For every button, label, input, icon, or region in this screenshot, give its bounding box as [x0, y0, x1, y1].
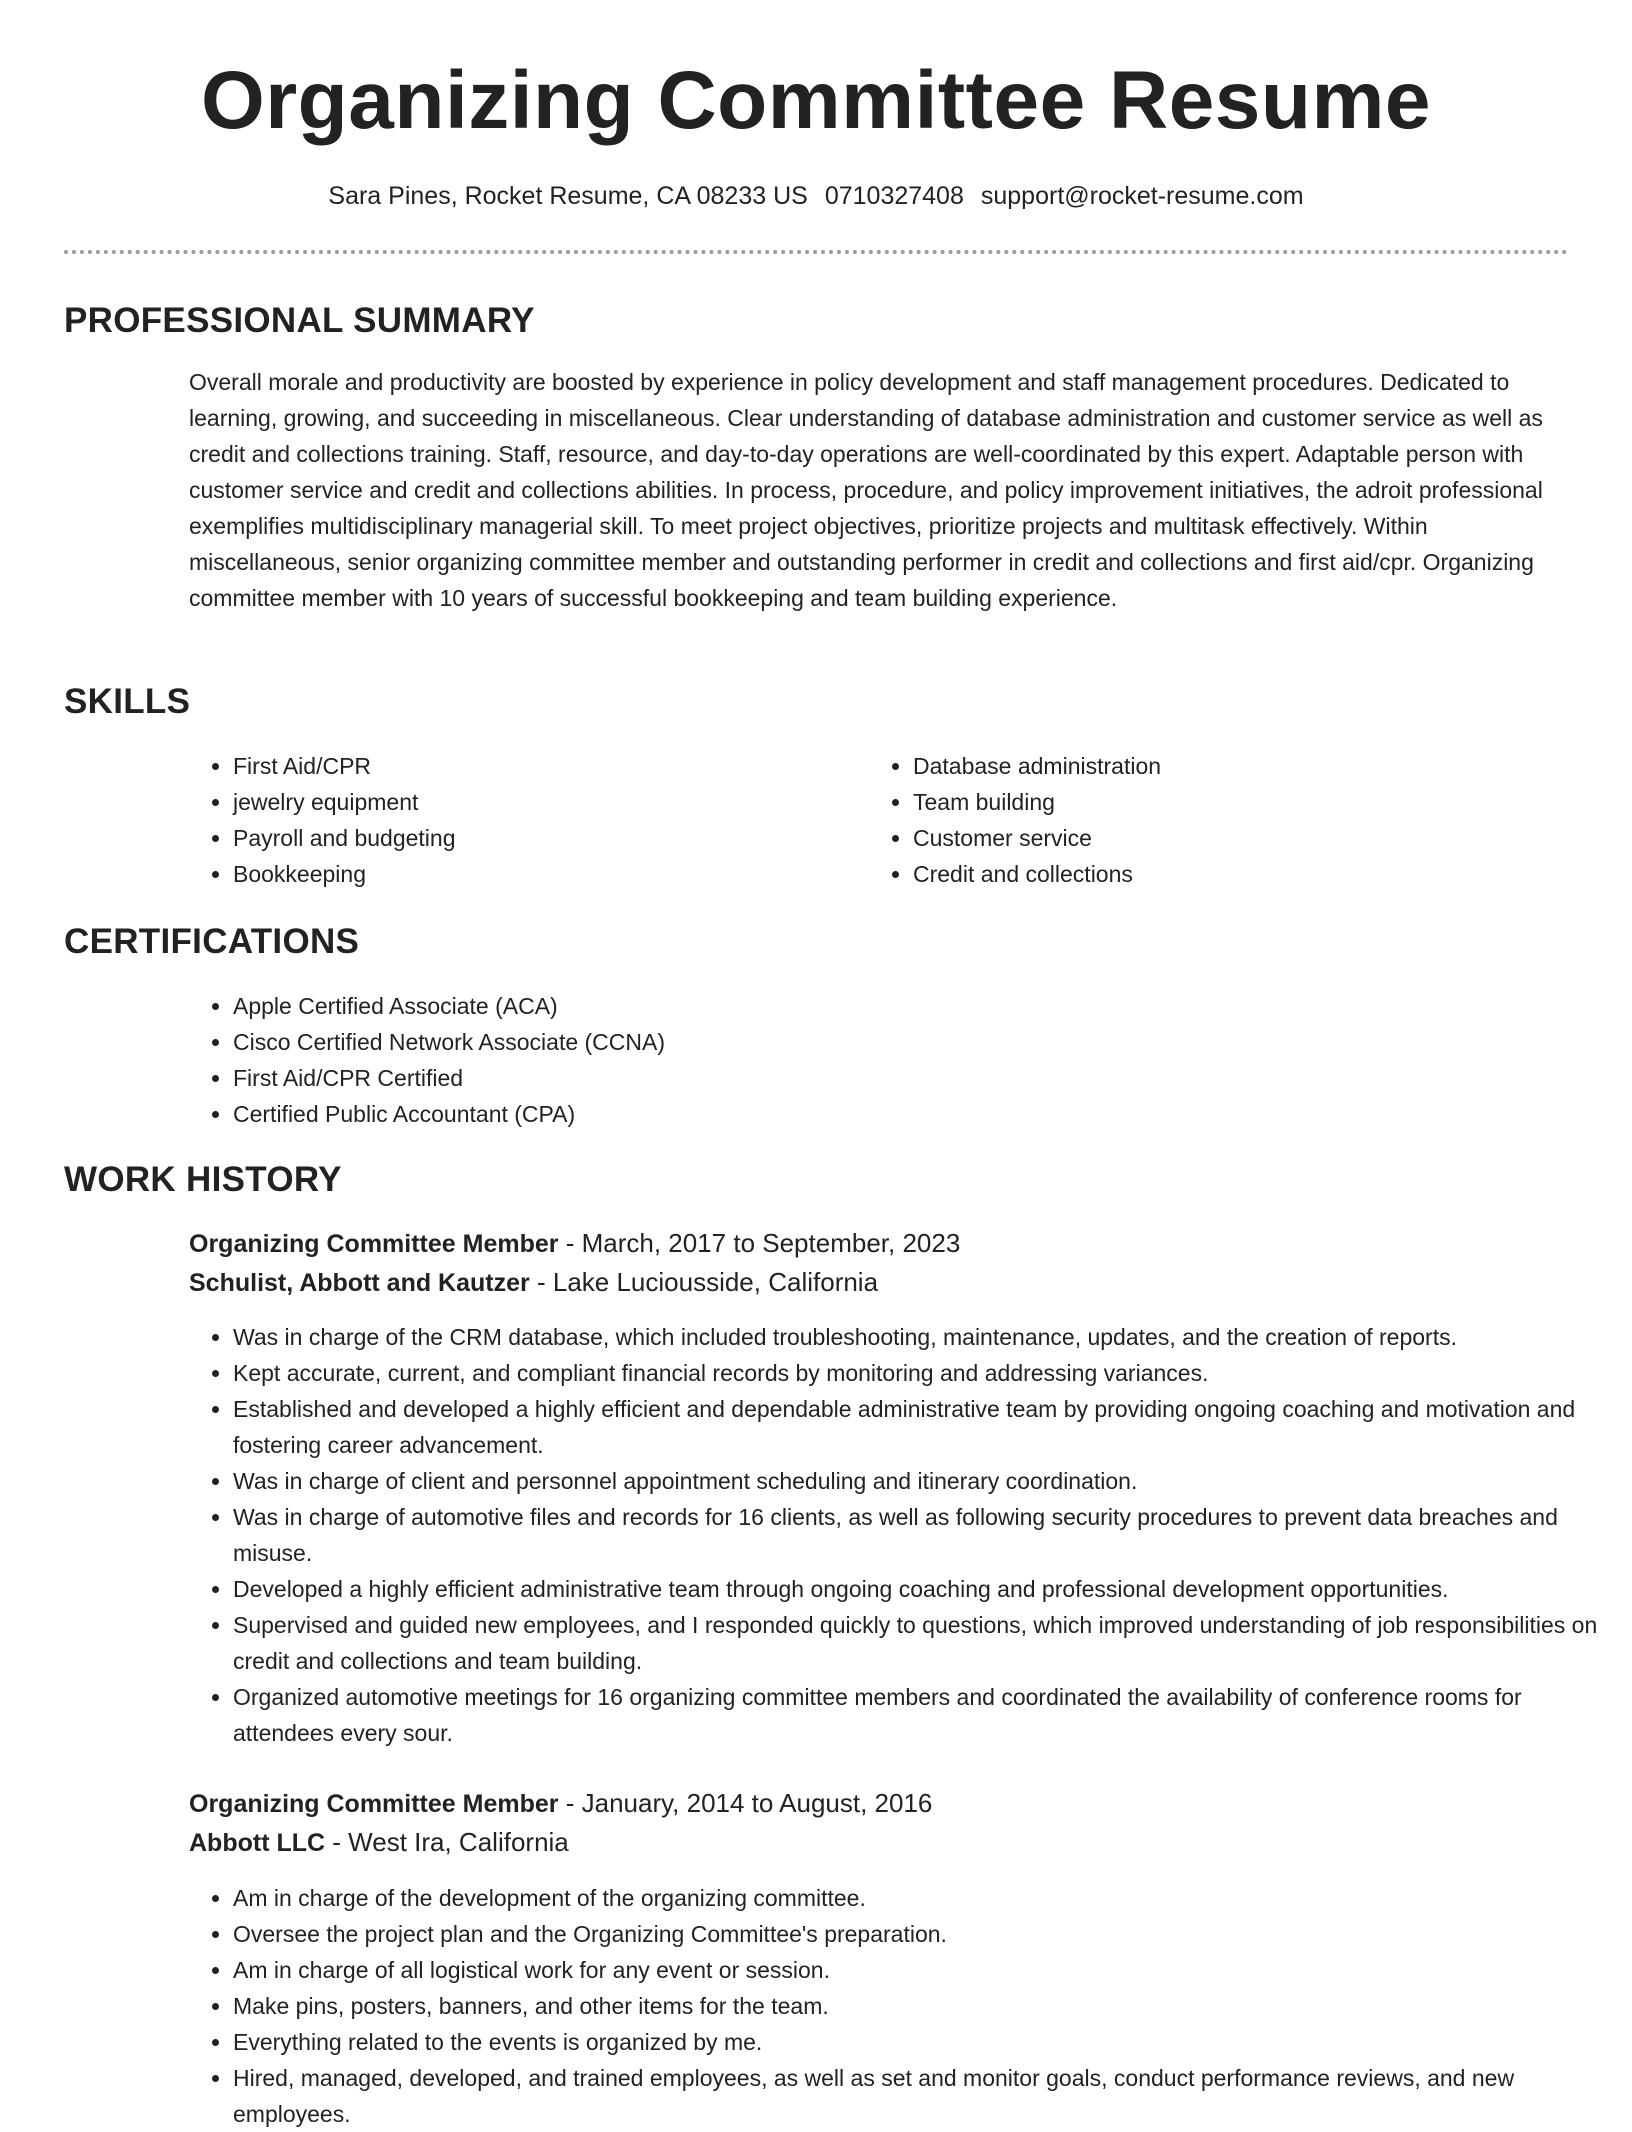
job-1-dates: - March, 2017 to September, 2023 [558, 1228, 961, 1258]
contact-address: Sara Pines, Rocket Resume, CA 08233 US [328, 182, 808, 210]
certification-item: • First Aid/CPR Certified [233, 1060, 1433, 1096]
resume-title: Organizing Committee Resume [200, 55, 1432, 146]
job-bullet: • Am in charge of the development of the organizing committee. [233, 1880, 1613, 1916]
job-bullet: • Supervised and guided new employees, and I responded quickly to questions, which improved understanding of job responsibilities on credit and collections and team building. [233, 1607, 1613, 1679]
certification-item: • Apple Certified Associate (ACA) [233, 988, 1433, 1024]
skill-item: • First Aid/CPR [233, 748, 853, 784]
skills-list-left [189, 748, 853, 892]
job-bullet: • Was in charge of client and personnel appointment scheduling and itinerary coordination. [233, 1463, 1613, 1499]
job-1-title-line [189, 1227, 1569, 1261]
job-bullet: • Established and developed a highly efficient and dependable administrative team by providing ongoing coaching and motivation and fostering career advancement. [233, 1391, 1613, 1463]
job-bullet: • Everything related to the events is organized by me. [233, 2024, 1613, 2060]
job-bullet: • Hired, managed, developed, and trained employees, as well as set and monitor goals, conduct performance reviews, and new employees. [233, 2060, 1613, 2132]
certifications-heading: CERTIFICATIONS [64, 922, 360, 961]
job-bullet: • Oversee the project plan and the Organizing Committee's preparation. [233, 1916, 1613, 1952]
summary-text: Overall morale and productivity are boosted by experience in policy development and staff management procedures. Dedicated to learning, growing, and succeeding in miscellaneous. Clear understanding of database administration and customer service as well as credit and collections training. Staff, resource, and day-to-day operations are well-coordinated by this expert. Adaptable person with customer service and credit and collections abilities. In process, procedure, and policy improvement initiatives, the adroit professional exemplifies multidisciplinary managerial skill. To meet project objectives, prioritize projects and multitask effectively. Within miscellaneous, senior organizing committee member and outstanding performer in credit and collections and first aid/cpr. Organizing committee member with 10 years of successful bookkeeping and team building experience. [189, 369, 1543, 611]
skill-item: • Credit and collections [913, 856, 1533, 892]
job-bullet: • Organized automotive meetings for 16 organizing committee members and coordinated the availability of conference rooms for attendees every sour. [233, 1679, 1613, 1751]
job-1-company: Schulist, Abbott and Kautzer [189, 1269, 530, 1297]
job-2-company-line [189, 1826, 1569, 1860]
certification-item: • Certified Public Accountant (CPA) [233, 1096, 1433, 1132]
skills-heading: SKILLS [64, 682, 191, 721]
job-bullet: • Was in charge of the CRM database, which included troubleshooting, maintenance, updates, and the creation of reports. [233, 1319, 1613, 1355]
skill-item: • Database administration [913, 748, 1533, 784]
certification-item: • Cisco Certified Network Associate (CCNA) [233, 1024, 1433, 1060]
contact-line [0, 180, 1632, 213]
certifications-list [189, 988, 1433, 1132]
job-1-title: Organizing Committee Member [189, 1230, 559, 1258]
job-1-bullets [189, 1319, 1613, 1751]
job-bullet: • Was in charge of automotive files and records for 16 clients, as well as following security procedures to prevent data breaches and misuse. [233, 1499, 1613, 1571]
skill-item: • Bookkeeping [233, 856, 853, 892]
job-2-bullets [189, 1880, 1613, 2132]
contact-email: support@rocket-resume.com [980, 182, 1304, 210]
job-1-location: - Lake Luciousside, California [529, 1267, 879, 1297]
job-bullet: • Am in charge of all logistical work for any event or session. [233, 1952, 1613, 1988]
job-bullet: • Make pins, posters, banners, and other items for the team. [233, 1988, 1613, 2024]
skills-list-right [869, 748, 1533, 892]
job-1-company-line [189, 1266, 1569, 1300]
work-history-heading: WORK HISTORY [64, 1160, 342, 1199]
skill-item: • Customer service [913, 820, 1533, 856]
job-2-title: Organizing Committee Member [189, 1790, 559, 1818]
header-divider [64, 250, 1568, 254]
skill-item: • jewelry equipment [233, 784, 853, 820]
job-2-title-line [189, 1787, 1569, 1821]
summary-heading: PROFESSIONAL SUMMARY [64, 301, 535, 340]
job-2-dates: - January, 2014 to August, 2016 [558, 1788, 933, 1818]
skill-item: • Team building [913, 784, 1533, 820]
job-2-company: Abbott LLC [189, 1829, 326, 1857]
contact-phone: 0710327408 [824, 182, 964, 210]
job-2-location: - West Ira, California [325, 1827, 569, 1857]
job-bullet: • Developed a highly efficient administrative team through ongoing coaching and professional development opportunities. [233, 1571, 1613, 1607]
job-bullet: • Kept accurate, current, and compliant financial records by monitoring and addressing variances. [233, 1355, 1613, 1391]
skill-item: • Payroll and budgeting [233, 820, 853, 856]
